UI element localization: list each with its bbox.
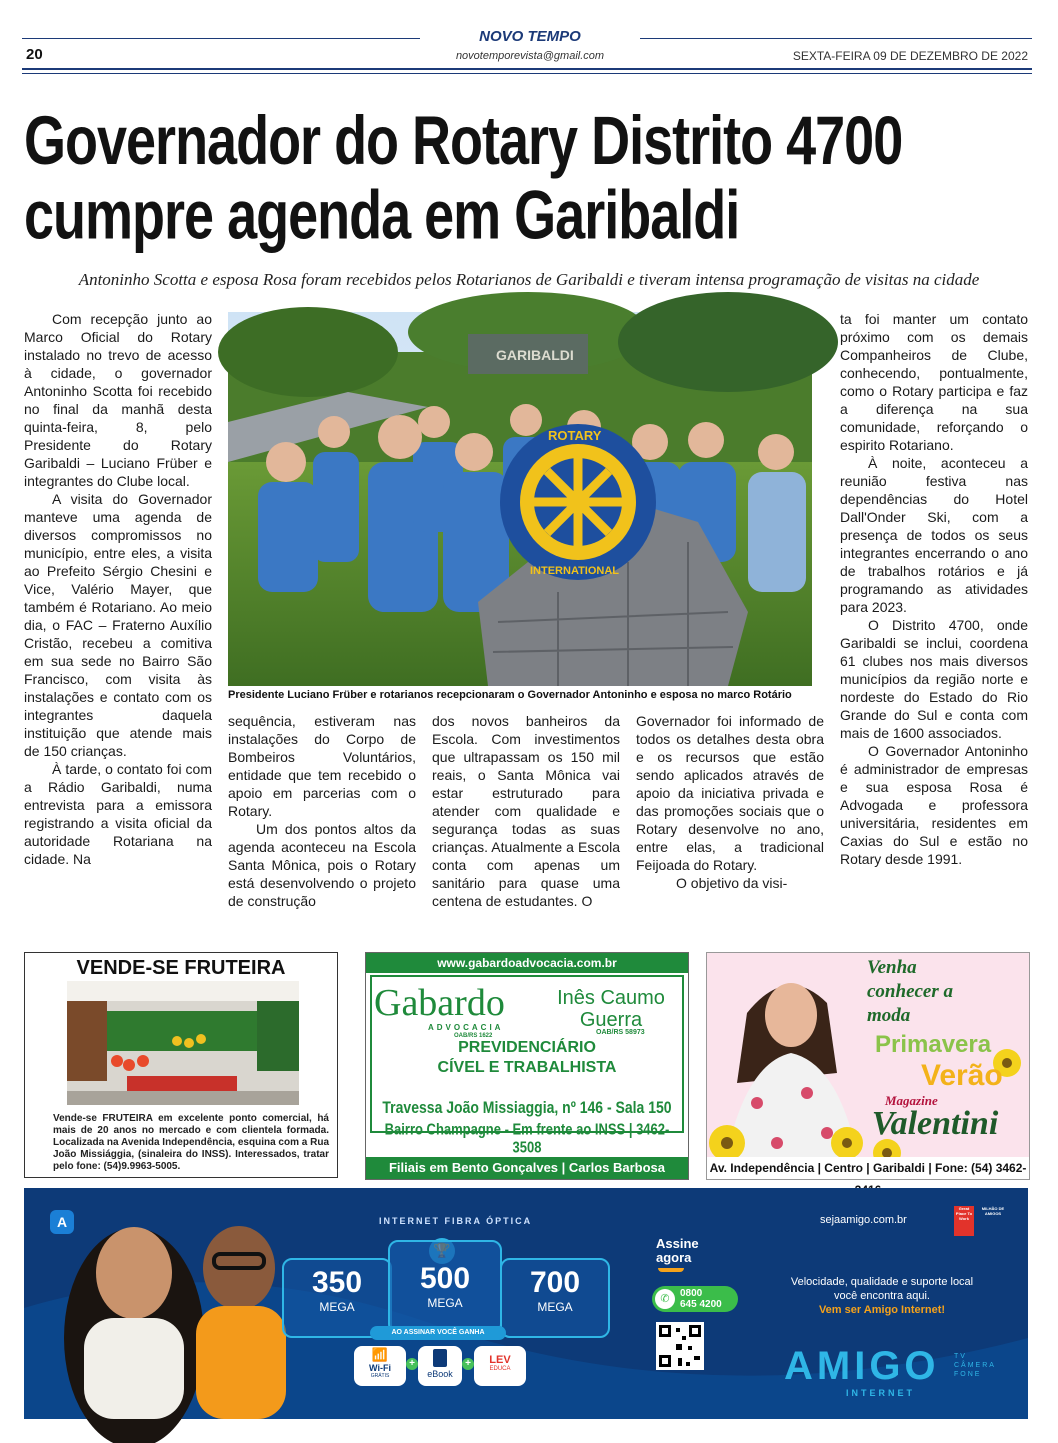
paragraph: Um dos pontos altos da agenda aconteceu na Escola Santa Mônica, pois o Rotary está desenvolvendo o projeto de construção: [228, 821, 416, 909]
ad-gabardo-brand: Gabardo: [374, 982, 505, 1024]
gift-lev-sub: EDUCA: [489, 1366, 511, 1372]
headline-line-2: cumpre agenda em Garibaldi: [24, 176, 740, 254]
plan-card-500[interactable]: [388, 1240, 502, 1334]
ad-gabardo-brand-sub: ADVOCACIA: [428, 1023, 504, 1032]
paragraph: À tarde, o contato foi com a Rádio Garibaldi, numa entrevista para a emissora registrando a visita oficial da autoridade Rotariana na cidade. Na: [24, 761, 212, 867]
assine-line-1[interactable]: Assine: [656, 1236, 699, 1251]
amigo-tagline-2: você encontra aqui.: [833, 1290, 930, 1302]
ad-valentini[interactable]: [706, 952, 1030, 1180]
paragraph: O Governador Antoninho é administrador de empresas e sua esposa Rosa é Advogada e professora universitária, residentes em Caxias do Sul e estão no Rotary desde 1991.: [840, 743, 1028, 867]
emblem-bottom-text: INTERNATIONAL: [530, 565, 620, 577]
ad-gabardo-brand-oab: OAB/RS 1622: [454, 1033, 493, 1039]
whatsapp-button[interactable]: [652, 1286, 738, 1312]
plan-unit: MEGA: [319, 1300, 355, 1314]
plan-unit: MEGA: [537, 1300, 573, 1314]
valentini-primavera: Primavera: [875, 1031, 992, 1058]
article-photo: [228, 312, 812, 686]
masthead: NOVO TEMPO: [420, 28, 640, 45]
photo-caption: Presidente Luciano Früber e rotarianos recepcionaram o Governador Antoninho e esposa no marco Rotário: [228, 689, 792, 701]
paragraph: Governador foi informado de todos os detalhes desta obra e os recursos que estão sendo aplicados através de apoio da iniciativa privada e das promoções sociais que o Rotary desenvolve no ano, entre elas, a tradicional Feijoada do Rotary.: [636, 713, 824, 873]
valentini-brand: Valentini: [871, 1105, 999, 1142]
qr-code-icon: [656, 1322, 704, 1370]
amigo-site[interactable]: sejaamigo.com.br: [820, 1214, 907, 1226]
wifi-icon: 📶: [371, 1348, 389, 1363]
article-subhead: Antoninho Scotta e esposa Rosa foram recebidos pelos Rotarianos de Garibaldi e tiveram intensa programação de visitas na cidade: [78, 270, 980, 289]
valentini-line-3: moda: [867, 1005, 911, 1026]
paragraph: À noite, aconteceu a reunião festiva nas dependências do Hotel Dall'Onder Ski, com a presença de todos os seus integrantes encerrando o ano de trabalhos rotários e já programando as atividades para 2023.: [840, 455, 1028, 615]
rotary-emblem: [500, 424, 656, 580]
service-tv: TV: [954, 1353, 967, 1360]
amigo-app-icon: A: [50, 1210, 74, 1234]
ad-fruteira-text: Vende-se FRUTEIRA em excelente ponto comercial, há mais de 20 anos no mercado e com clientela formada. Localizada na Avenida Independência, esquina com a Rua João Missiággia, (sinaleira do INSS). Interessados, tratar pelo fone: (54)9.9963-5005.: [53, 1113, 330, 1172]
plan-unit: MEGA: [427, 1296, 463, 1310]
great-place-badge: Great Place To Work: [954, 1206, 974, 1236]
ad-gabardo-area-2: CÍVEL E TRABALHISTA: [437, 1059, 617, 1076]
page-number: 20: [26, 46, 43, 63]
ad-gabardo-lawyer-2: Guerra: [579, 1009, 643, 1031]
ad-fruteira[interactable]: [24, 952, 338, 1178]
masthead-email[interactable]: novotemporevista@gmail.com: [455, 50, 605, 62]
service-camera: CÂMERA: [954, 1362, 996, 1369]
headline-line-1: Governador do Rotary Distrito 4700: [24, 102, 903, 180]
article-column-3: [432, 712, 620, 910]
valentini-magazine: Magazine: [885, 1093, 938, 1108]
photo-sign-text: GARIBALDI: [496, 347, 574, 363]
gift-wifi-card: [354, 1346, 406, 1386]
valentini-address: Av. Independência | Centro | Garibaldi | Fone: (54) 3462-: [707, 1157, 1029, 1179]
plus-icon: +: [462, 1358, 474, 1370]
gift-ebook-card: [418, 1346, 462, 1386]
emblem-top-text: ROTARY: [548, 428, 602, 443]
ad-gabardo-area-1: PREVIDENCIÁRIO: [458, 1039, 596, 1056]
ad-gabardo-address-1: Travessa João Missiaggia, nº 146 - Sala 150: [382, 1097, 672, 1117]
photo-illustration: [228, 312, 812, 686]
amigo-gift-label: AO ASSINAR VOCÊ GANHA: [370, 1326, 506, 1340]
header-rule: [22, 68, 1032, 70]
header-rule-thin: [22, 73, 1032, 74]
gift-wifi-label: Wi-Fi: [369, 1363, 391, 1373]
amigo-tagline-3: Vem ser Amigo Internet!: [818, 1304, 946, 1316]
valentini-line-2: conhecer a: [867, 981, 954, 1002]
ad-gabardo-branches: Filiais em Bento Gonçalves | Carlos Barbosa: [366, 1157, 688, 1179]
ad-gabardo[interactable]: [365, 952, 689, 1180]
gift-ebook-label: eBook: [427, 1369, 453, 1379]
article-column-1: [24, 310, 212, 868]
fruit-store-illustration: [67, 981, 299, 1105]
plan-card-700[interactable]: [500, 1258, 610, 1338]
article-headline: [24, 104, 1034, 252]
smile-icon: [658, 1268, 684, 1272]
gift-lev-card: [474, 1346, 526, 1386]
amigo-services: [954, 1352, 996, 1379]
ad-fruteira-title: VENDE-SE FRUTEIRA: [76, 957, 286, 979]
plan-speed: 700: [529, 1266, 581, 1299]
ad-gabardo-lawyer-1: Inês Caumo: [557, 987, 665, 1009]
amigo-tagline-1: Velocidade, qualidade e suporte local: [790, 1276, 974, 1288]
qr-code[interactable]: [656, 1322, 704, 1370]
valentini-line-1: Venha: [867, 957, 917, 978]
valentini-verao: Verão: [921, 1059, 1003, 1092]
ad-gabardo-lawyer-oab: OAB/RS 58973: [596, 1029, 645, 1036]
article-column-2: [228, 712, 416, 910]
paragraph: O Distrito 4700, onde Garibaldi se inclui, coordena 61 clubes nos mais diversos municípios da região norte e nordeste do Estado do Rio Grande do Sul e conta com mais de 1600 associados.: [840, 617, 1028, 741]
edition-date: SEXTA-FEIRA 09 DE DEZEMBRO DE 2022: [792, 49, 1028, 63]
paragraph: Com recepção junto ao Marco Oficial do Rotary instalado no trevo de acesso à cidade, o governador Antoninho Scotta foi recebido no final da manhã desta quinta-feira, 8, pelo Presidente do Rotary Garibaldi – Luciano Früber e integrantes do Clube local.: [24, 311, 212, 489]
service-fone: FONE: [954, 1371, 982, 1378]
plus-icon: +: [406, 1358, 418, 1370]
phone-line-1: 0800: [680, 1288, 703, 1299]
whatsapp-icon: ✆: [655, 1289, 675, 1309]
ad-fruteira-photo: [67, 981, 299, 1105]
ad-gabardo-url[interactable]: www.gabardoadvocacia.com.br: [366, 953, 688, 973]
paragraph: O objetivo da visi-: [676, 875, 788, 891]
phone-line-2: 645 4200: [680, 1299, 722, 1310]
amigo-logo-sub: INTERNET: [846, 1388, 915, 1398]
gift-wifi-sub: GRÁTIS: [370, 1373, 390, 1379]
plan-speed: 350: [311, 1266, 363, 1299]
amigo-fibra-label: INTERNET FIBRA ÓPTICA: [379, 1216, 533, 1226]
plan-speed: 500: [419, 1262, 471, 1295]
gift-lev-label: LEV: [489, 1354, 511, 1366]
article-column-4: [636, 712, 824, 892]
ebook-icon: [433, 1349, 447, 1367]
paragraph: ta foi manter um contato próximo com os demais Companheiros de Clube, conhecendo, pontualmente, como o Rotary participa e faz a diferença na sua comunidade, reforçando o espirito Rotariano.: [840, 311, 1028, 453]
paragraph: A visita do Governador manteve uma agenda de diversos compromissos no município, entre eles, a visita ao Prefeito Sérgio Chesini e Vice, Valério Mayer, que também é Rotariano. Ao meio dia, o FAC – Fraterno Auxílio Cristão, recebeu a comitiva em sua sede no Bairro São Francisco, com visita às instalações e contato com os integrantes daquela instituição que atende mais de 150 crianças.: [24, 491, 212, 759]
ad-gabardo-address-2: Bairro Champagne - Em frente ao INSS | 3462-3508: [384, 1120, 670, 1156]
ad-amigo-internet[interactable]: [24, 1188, 1028, 1419]
article-column-5: [840, 310, 1028, 868]
paragraph: dos novos banheiros da Escola. Com investimentos que ultrapassam os 150 mil reais, o Santa Mônica vai estar estruturado para atender com qualidade e segurança todas as suas crianças. Atualmente a Escola conta com apenas um sanitário para quase uma centena de estudantes. O: [432, 713, 620, 909]
amigo-logo: AMIGO: [784, 1344, 940, 1388]
milhao-amigos-badge: MILHÃO DE AMIGOS: [981, 1206, 1005, 1216]
assine-line-2[interactable]: agora: [656, 1250, 692, 1265]
paragraph: sequência, estiveram nas instalações do Corpo de Bombeiros Voluntários, entidade que tem recebido o apoio em parcerias com o Rotary.: [228, 713, 416, 819]
